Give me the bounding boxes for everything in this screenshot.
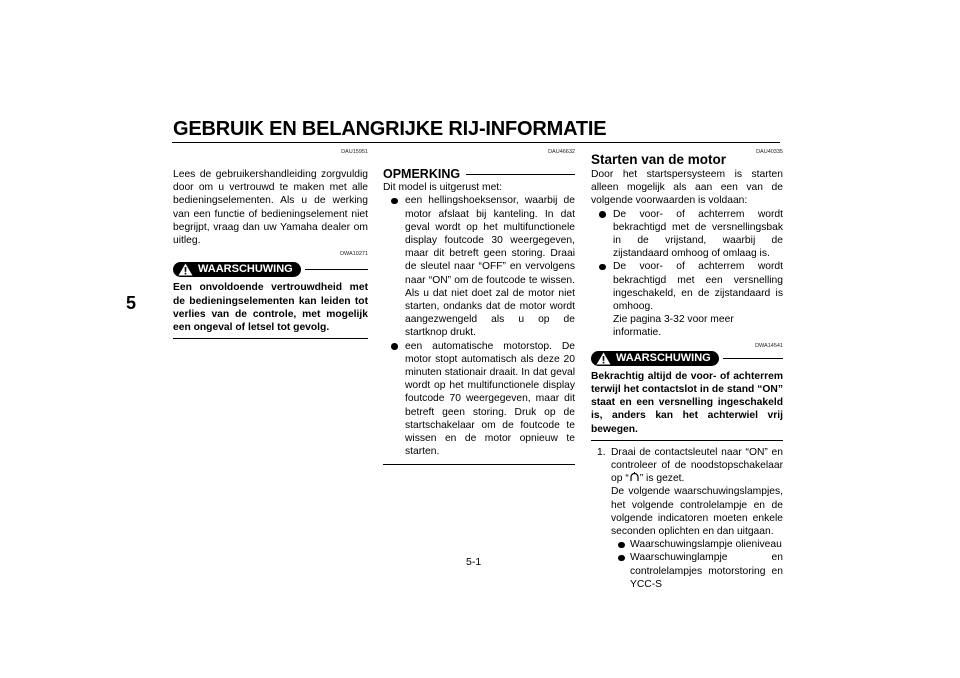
step-item (591, 446, 783, 486)
list-item-text: een automatische motorstop. De motor stopt automatisch als deze 20 minuten stationair draait. In dat geval wordt op het multifunctionele display foutcode 70 weergegeven, maar dit betreft geen storing. Druk op de startschakelaar om de foutcode te wissen en de motor opnieuw te starten. (405, 340, 575, 458)
bullet-icon (391, 198, 398, 205)
note-intro: Dit model is uitgerust met: (383, 182, 503, 194)
note-rule (466, 174, 575, 175)
warning-rule (305, 269, 368, 270)
warning-triangle-icon (178, 263, 193, 276)
intro-paragraph: Lees de gebruikershandleiding zorgvuldig door om u vertrouwd te maken met alle bedieningselementen. Als u de werking van een functie of bedieningselement niet begrijpt, vraag dan uw Yamaha dealer om uitleg. (173, 169, 368, 247)
bullet-icon (599, 264, 606, 271)
warning-end-rule (173, 338, 368, 339)
warning-label: WAARSCHUWING (198, 263, 293, 276)
bullet-icon (618, 542, 625, 549)
list-item-text: Waarschuwingslampje olieniveau (630, 539, 782, 551)
doc-code: DAU40335 (756, 149, 783, 155)
step-number: 1. (597, 446, 606, 458)
engine-run-switch-icon (629, 472, 640, 482)
doc-code: DAU15951 (341, 149, 368, 155)
warning-label: WAARSCHUWING (616, 351, 711, 364)
column-3 (591, 148, 783, 591)
warning-text: Bekrachtig altijd de voor- of achterrem terwijl het contactslot in de stand “ON” staat en een versnelling ingeschakeld is, anders kan het achterwiel vrij bewegen. (591, 370, 783, 435)
warning-header (591, 351, 783, 366)
list-item (383, 340, 575, 459)
list-item (591, 551, 783, 591)
warning-header (173, 262, 368, 277)
list-item-text: een hellingshoeksensor, waarbij de motor afslaat bij kanteling. In dat geval wordt op het multifunctionele display foutcode 30 weergegeven, maar dit betreft geen storing. Draai de sleutel naar “OFF” en vervolgens naar “ON” om de foutcode te wissen. Als u dat niet doet zal de motor niet starten, ondanks dat de motor wordt aangezwengeld als u op de startknop drukt. (405, 195, 575, 339)
note-heading: OPMERKING (383, 167, 461, 181)
list-item-text: Waarschuwinglampje en controlelampjes motorstoring en YCC-S (630, 552, 783, 590)
title-rule (172, 142, 780, 143)
page-title: GEBRUIK EN BELANGRIJKE RIJ-INFORMATIE (173, 118, 607, 140)
list-item-text: De voor- of achterrem wordt bekrachtigd met een versnelling ingeschakeld, en de zijstandaard is omhoog. (613, 261, 783, 313)
doc-code: DWA14541 (755, 342, 783, 349)
section-heading: Starten van de motor (591, 152, 727, 167)
warning-badge (173, 262, 301, 277)
list-item-text: De voor- of achterrem wordt bekrachtigd met de versnellingsbak in de vrijstand, waarbij de zijstandaard omhoog of omlaag is. (613, 208, 783, 260)
bullet-icon (618, 555, 625, 562)
step-detail (591, 485, 783, 538)
column-2 (383, 148, 575, 465)
column-1 (173, 148, 368, 339)
warning-rule (723, 358, 783, 359)
note-header (383, 168, 575, 181)
section-tab: 5 (126, 293, 137, 313)
note-end-rule (383, 464, 575, 465)
list-item (591, 538, 783, 551)
bullet-icon (599, 211, 606, 218)
page-number: 5-1 (466, 556, 482, 568)
list-item (591, 208, 783, 261)
warning-text: Een onvoldoende vertrouwdheid met de bedieningselementen kan leiden tot verlies van de controle, met mogelijk een ongeval of letsel tot gevolg. (173, 282, 368, 334)
step-text-after: ” is gezet. (639, 473, 685, 485)
see-page-reference: Zie pagina 3-32 voor meer informatie. (613, 314, 734, 339)
list-item (591, 260, 783, 313)
intro-paragraph: Door het startspersysteem is starten alleen mogelijk als aan een van de volgende voorwaarden is voldaan: (591, 169, 783, 207)
doc-code: DAU46632 (548, 149, 575, 155)
warning-badge (591, 351, 719, 366)
step-detail-text: De volgende waarschuwingslampjes, het volgende controlelampje en de volgende indicatoren moeten enkele seconden oplichten en dan uitgaan. (611, 486, 783, 538)
warning-triangle-icon (596, 352, 611, 365)
bullet-icon (391, 343, 398, 350)
doc-code: DWA10271 (340, 251, 368, 258)
step-text-before: Draai de contactsleutel naar “ON” en controleer of de noodstopschakelaar op “ (611, 446, 783, 485)
list-item (383, 194, 575, 339)
warning-end-rule (591, 440, 783, 441)
